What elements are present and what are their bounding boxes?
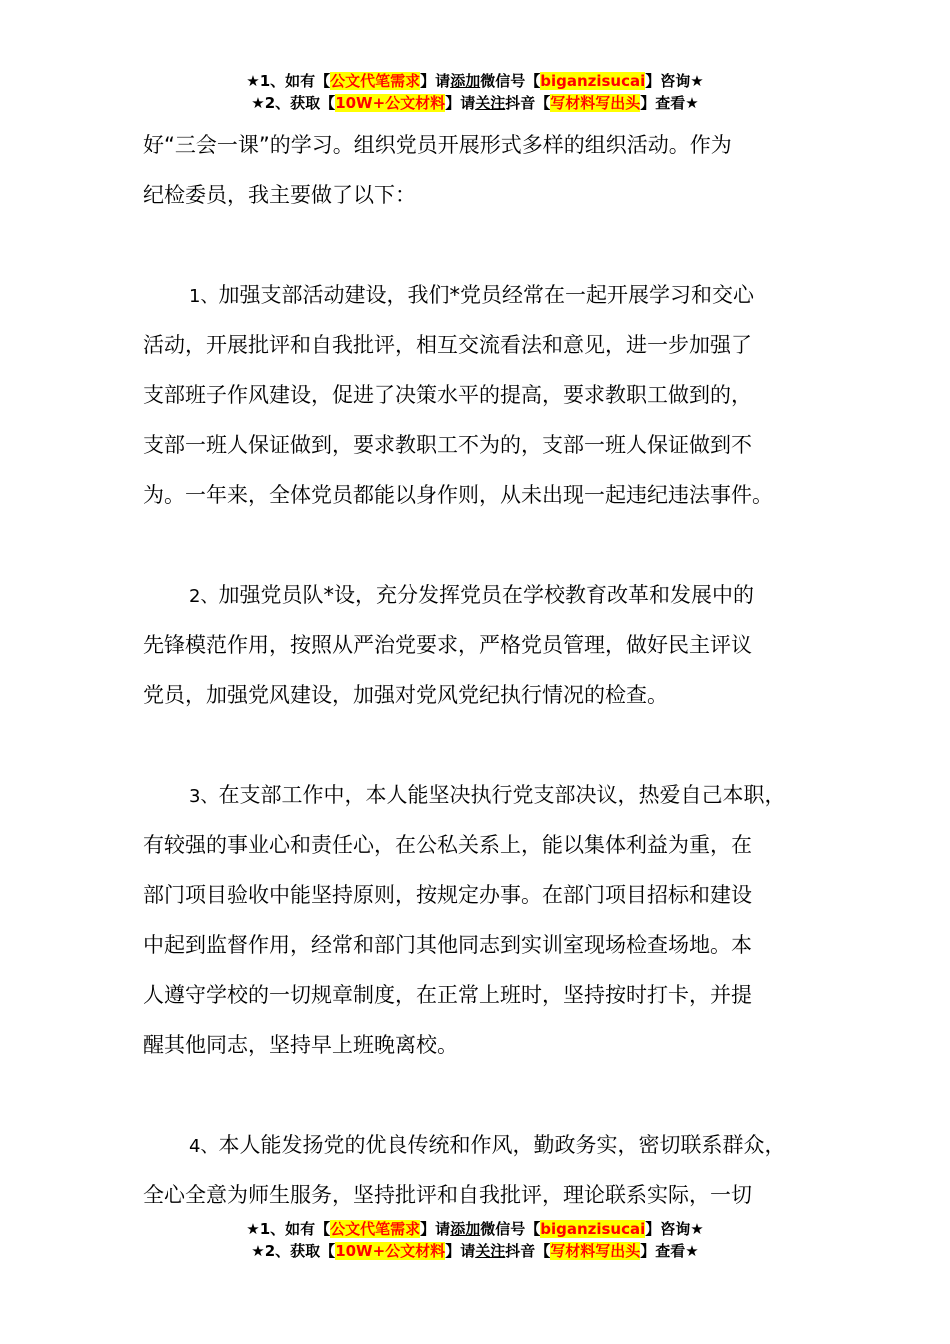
paragraph-3-first-line: 3、在支部工作中，本人能坚决执行党支部决议，热爱自己本职， <box>189 783 786 807</box>
paragraph-2-first-line: 2、加强党员队*设，充分发挥党员在学校教育改革和发展中的 <box>189 583 754 607</box>
promo-emphasis: 关注 <box>475 94 506 112</box>
promo-line-2: ★2、获取【10W+公文材料】请关注抖音【写材料写出头】查看★ <box>251 94 699 112</box>
promo-highlight: 公文代笔需求 <box>330 72 421 90</box>
paragraph-3-line: 部门项目验收中能坚持原则，按规定办事。在部门项目招标和建设 <box>143 883 752 907</box>
promo-emphasis: 关注 <box>475 1242 506 1260</box>
promo-douyin-id: 写材料写出头 <box>550 94 641 112</box>
paragraph-gap <box>143 720 813 770</box>
paragraph-4-first-line: 4、本人能发扬党的优良传统和作风，勤政务实，密切联系群众， <box>189 1133 786 1157</box>
list-number: 1、 <box>189 286 219 307</box>
promo-emphasis: 添加 <box>450 72 481 90</box>
intro-line: 纪检委员，我主要做了以下： <box>143 183 416 207</box>
paragraph-2-line: 党员，加强党风建设，加强对党风党纪执行情况的检查。 <box>143 683 668 707</box>
paragraph-1-line: 活动，开展批评和自我批评，相互交流看法和意见，进一步加强了 <box>143 333 752 357</box>
list-number: 4、 <box>189 1136 219 1157</box>
promo-highlight: 10W+公文材料 <box>335 94 446 112</box>
paragraph-1-first-line: 1、加强支部活动建设，我们*党员经常在一起开展学习和交心 <box>189 283 754 307</box>
promo-line-1: ★1、如有【公文代笔需求】请添加微信号【biganzisucai】咨询★ <box>246 72 704 90</box>
paragraph-3-line: 中起到监督作用，经常和部门其他同志到实训室现场检查场地。本 <box>143 933 752 957</box>
paragraph-gap <box>143 520 813 570</box>
promo-highlight: 公文代笔需求 <box>330 1220 421 1238</box>
paragraph-gap <box>143 220 813 270</box>
promo-line-2: ★2、获取【10W+公文材料】请关注抖音【写材料写出头】查看★ <box>251 1242 699 1260</box>
paragraph-1-line: 支部一班人保证做到，要求教职工不为的，支部一班人保证做到不 <box>143 433 752 457</box>
promo-emphasis: 添加 <box>450 1220 481 1238</box>
list-number: 2、 <box>189 586 219 607</box>
promo-wechat-id: biganzisucai <box>540 72 646 90</box>
document-body <box>143 120 813 1220</box>
paragraph-3-line: 有较强的事业心和责任心，在公私关系上，能以集体利益为重，在 <box>143 833 752 857</box>
bottom-promo-banner <box>0 1218 950 1262</box>
list-number: 3、 <box>189 786 219 807</box>
intro-line: 好“三会一课”的学习。组织党员开展形式多样的组织活动。作为 <box>143 133 732 157</box>
paragraph-1-line: 为。一年来，全体党员都能以身作则，从未出现一起违纪违法事件。 <box>143 483 773 507</box>
promo-wechat-id: biganzisucai <box>540 1220 646 1238</box>
paragraph-1-line: 支部班子作风建设，促进了决策水平的提高，要求教职工做到的， <box>143 383 752 407</box>
promo-line-1: ★1、如有【公文代笔需求】请添加微信号【biganzisucai】咨询★ <box>246 1220 704 1238</box>
promo-douyin-id: 写材料写出头 <box>550 1242 641 1260</box>
paragraph-3-line: 人遵守学校的一切规章制度，在正常上班时，坚持按时打卡，并提 <box>143 983 752 1007</box>
paragraph-3-line: 醒其他同志，坚持早上班晚离校。 <box>143 1033 458 1057</box>
paragraph-2-line: 先锋模范作用，按照从严治党要求，严格党员管理，做好民主评议 <box>143 633 752 657</box>
paragraph-4-line: 全心全意为师生服务，坚持批评和自我批评，理论联系实际，一切 <box>143 1183 752 1207</box>
paragraph-gap <box>143 1070 813 1120</box>
top-promo-banner <box>0 70 950 114</box>
promo-highlight: 10W+公文材料 <box>335 1242 446 1260</box>
